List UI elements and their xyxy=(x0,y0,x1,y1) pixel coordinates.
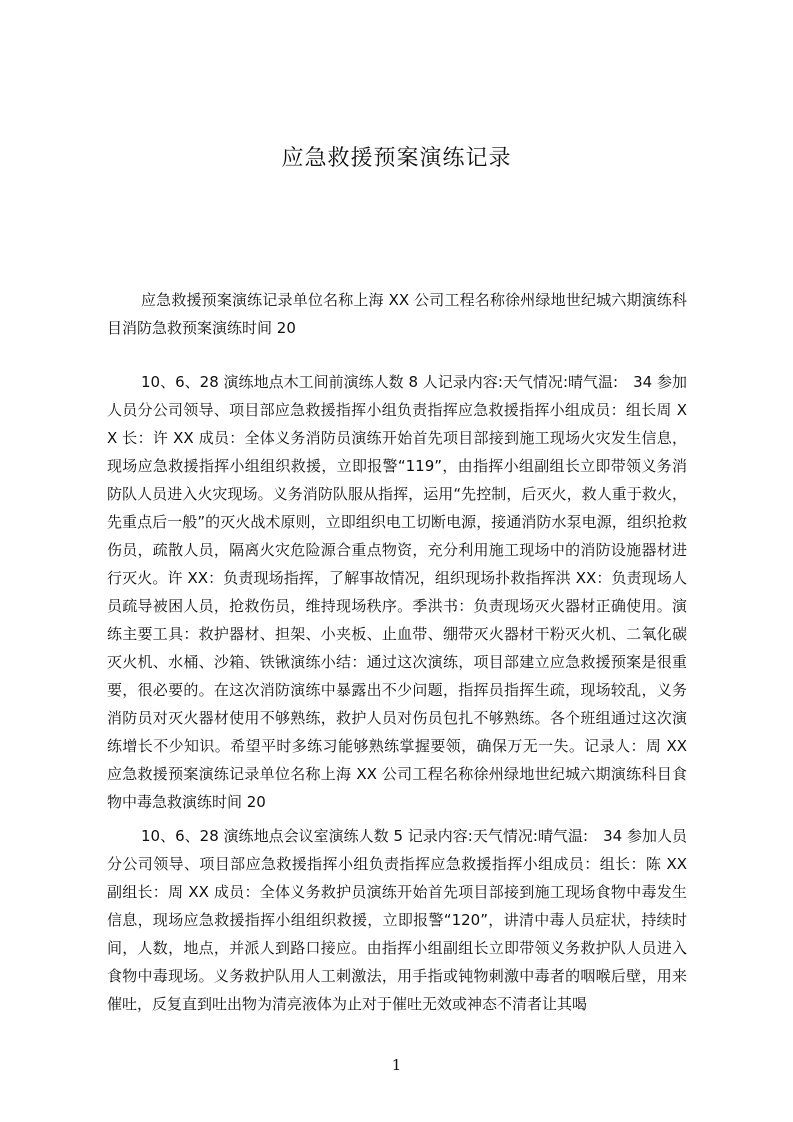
paragraph-fire-drill-header: 应急救援预案演练记录单位名称上海 XX 公司工程名称徐州绿地世纪城六期演练科目消防急救预案演练时间 20 xyxy=(107,291,687,337)
page-number: 1 xyxy=(391,1056,402,1074)
paragraph-fire-drill-record: 10、6、28 演练地点木工间前演练人数 8 人记录内容:天气情况:晴气温: 34 参加人员分公司领导、项目部应急救援指挥小组负责指挥应急救援指挥小组成员：组长周 XX 长：许 XX 成员：全体义务消防员演练开始首先项目部接到施工现场火灾发生信息，现场应急救援指挥小组组织救援，立即报警“119”，由指挥小组副组长立即带领义务消防队人员进入火灾现场。义务消防队服从指挥，运用“先控制，后灭火，救人重于救火，先重点后一般”的灭火战术原则，立即组织电工切断电源，接通消防水泵电源，组织抢救伤员，疏散人员，隔离火灾危险源合重点物资，充分利用施工现场中的消防设施器材进行灭火。许 XX：负责现场指挥，了解事故情况，组织现场扑救指挥洪 XX：负责现场人员疏导被困人员，抢救伤员，维持现场秩序。季洪书：负责现场灭火器材正确使用。演练主要工具：救护器材、担架、小夹板、止血带、绷带灭火器材干粉灭火机、二氧化碳灭火机、水桶、沙箱、铁锹演练小结：通过这次演练，项目部建立应急救援预案是很重要，很必要的。在这次消防演练中暴露出不少问题，指挥员指挥生疏，现场较乱，义务消防员对灭火器材使用不够熟练，救护人员对伤员包扎不够熟练。各个班组通过这次演练增长不少知识。希望平时多练习能够熟练掌握要领，确保万无一失。记录人：周 XX 应急救援预案演练记录单位名称上海 XX 公司工程名称徐州绿地世纪城六期演练科目食物中毒急救演练时间 20 xyxy=(107,373,687,811)
document-title: 应急救援预案演练记录 xyxy=(281,146,512,171)
paragraph-food-poisoning-drill-record: 10、6、28 演练地点会议室演练人数 5 记录内容:天气情况:晴气温: 34 参加人员分公司领导、项目部应急救援指挥小组负责指挥应急救援指挥小组成员：组长：陈 XX 副组长：周 XX 成员：全体义务救护员演练开始首先项目部接到施工现场食物中毒发生信息，现场应急救援指挥小组组织救援，立即报警“120”，讲清中毒人员症状，持续时间，人数，地点，并派人到路口接应。由指挥小组副组长立即带领义务救护队人员进入食物中毒现场。义务救护队用人工刺激法，用手指或钝物刺激中毒者的咽喉后壁，用来催吐，反复直到吐出物为清亮液体为止对于催吐无效或神态不清者让其喝 xyxy=(107,827,687,1013)
